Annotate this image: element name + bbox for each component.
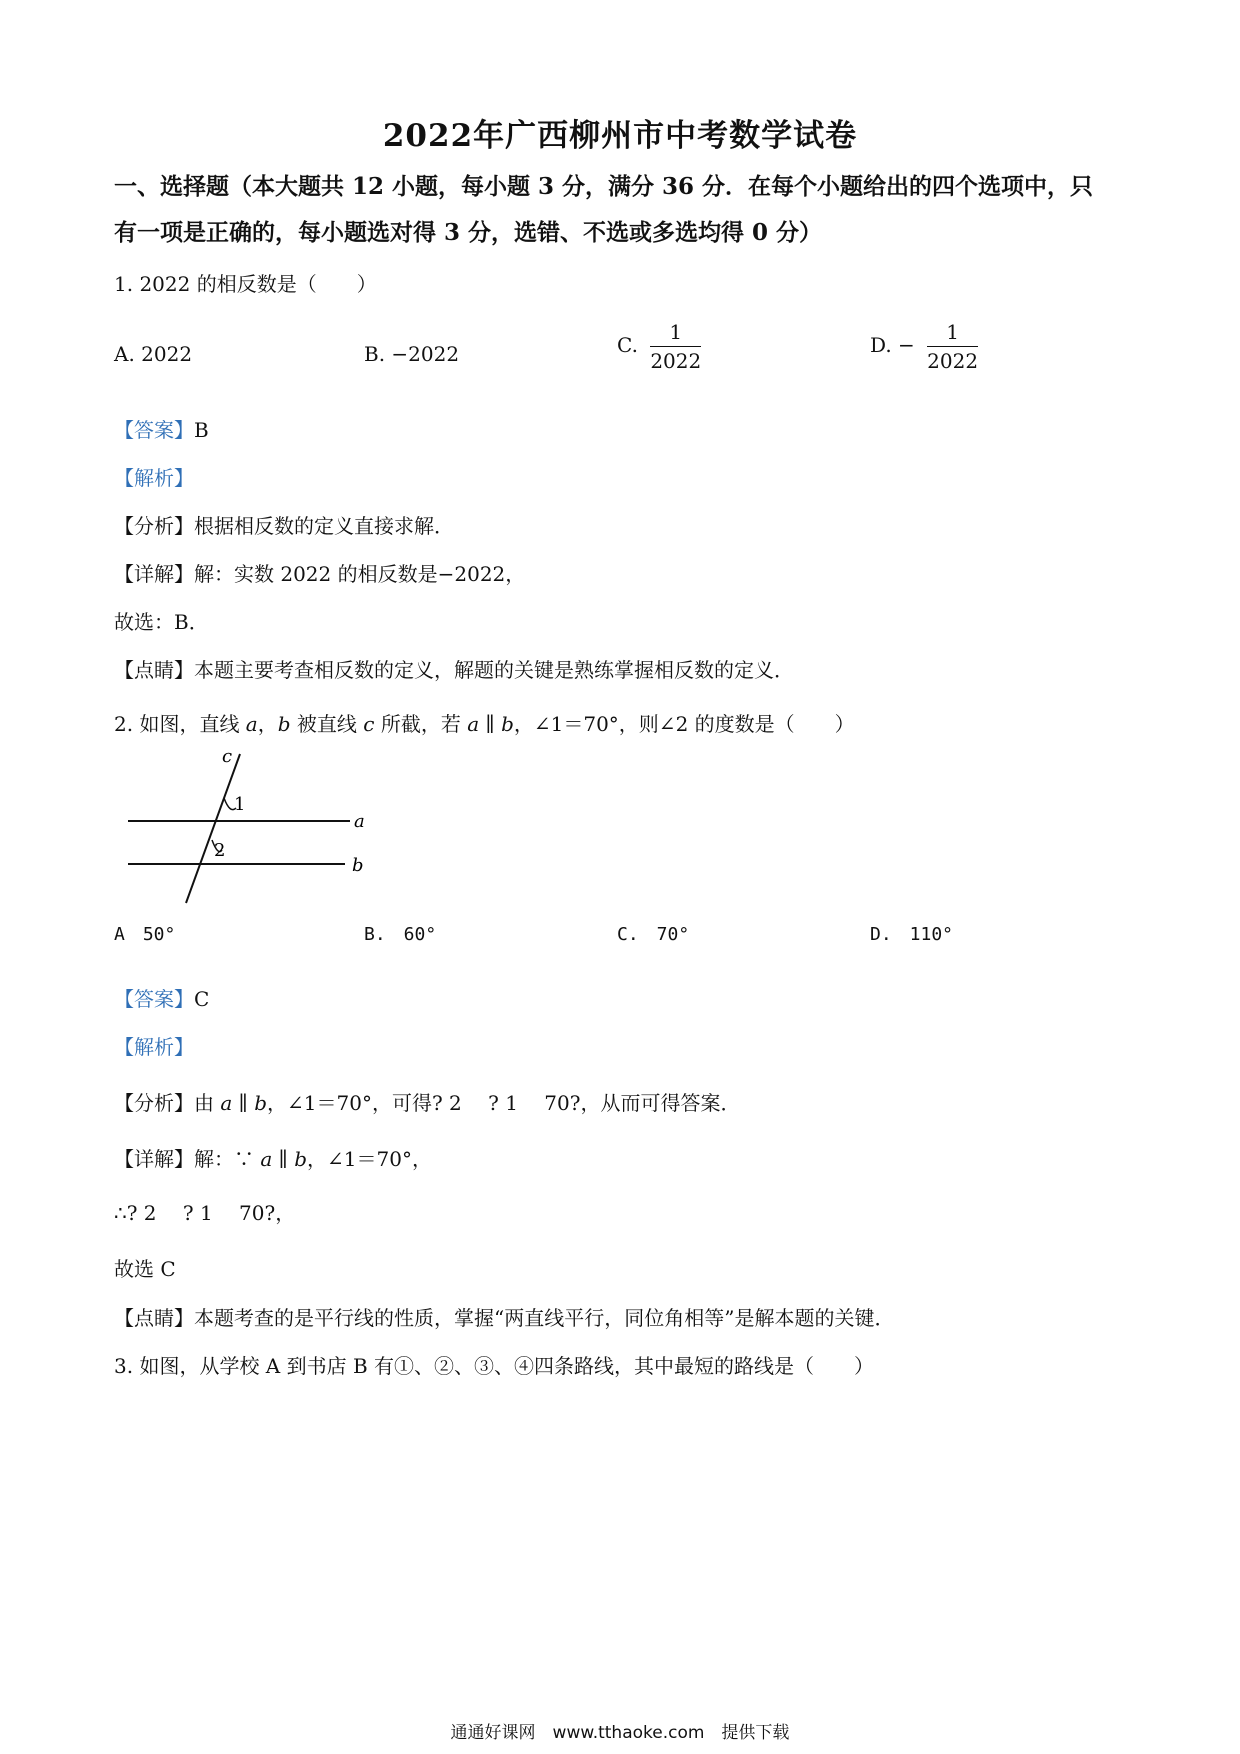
q1-option-d-label: D. − [870,333,915,357]
label-c: c [222,748,233,767]
q2-stem-b: b [277,712,291,736]
q1-stem: 1. 2022 的相反数是（ ） [114,272,377,296]
q1-option-c-label: C. [617,333,638,357]
q2-fenxi [114,1087,740,1116]
q2-fenxi-cond: a ∥ b [220,1091,268,1115]
q2-option-c: C. 70° [617,924,690,945]
q2-stem-post: ，∠1＝70°，则∠2 的度数是（ ） [513,712,855,736]
q1-option-c-fraction [650,320,701,373]
q1-option-c-numerator: 1 [650,320,701,347]
q2-stem-mid2: 所截，若 [374,712,468,736]
q1-option-c-denominator: 2022 [650,349,702,373]
q1-answer-value: B [194,418,209,442]
q2-fenxi-post: ，∠1＝70°，可得? 2 ? 1 70?，从而可得答案． [267,1091,741,1115]
section-heading-line2: 有一项是正确的，每小题选对得 3 分，选错、不选或多选均得 0 分） [114,219,823,246]
q1-comment-text: 本题主要考查相反数的定义，解题的关键是熟练掌握相反数的定义． [194,658,794,682]
q2-comment [114,1302,894,1331]
detail-tag: 【详解】 [114,1147,194,1171]
q1-choose: 故选：B． [114,610,209,634]
q1-option-d-numerator: 1 [927,320,978,347]
q2-answer [114,983,209,1012]
section-heading-line1: 一、选择题（本大题共 12 小题，每小题 3 分，满分 36 分．在每个小题给出的四个选项中，只 [114,173,1094,200]
label-2: 2 [214,840,226,861]
q1-fenxi-text: 根据相反数的定义直接求解． [194,514,454,538]
analysis-tag: 【解析】 [114,466,194,490]
q2-analysis-heading [114,1031,194,1060]
q2-stem [114,708,855,737]
q1-option-c [617,320,701,373]
comment-tag: 【点睛】 [114,1306,194,1330]
fenxi-tag: 【分析】 [114,1091,194,1115]
q1-answer [114,414,209,443]
parallel-lines-figure [120,748,380,908]
fenxi-tag: 【分析】 [114,514,194,538]
page-footer: 通通好课网 www.tthaoke.com 提供下载 [450,1723,790,1743]
line-c [186,754,240,903]
q1-detail-text: 解：实数 2022 的相反数是−2022， [194,562,526,586]
q2-stem-comma: ， [257,712,278,736]
q2-option-a: A 50° [114,924,176,945]
q1-detail [114,558,525,587]
q1-comment [114,654,794,683]
page-title: 2022年广西柳州市中考数学试卷 [382,118,858,154]
label-b: b [352,855,364,876]
answer-tag: 【答案】 [114,987,194,1011]
q1-option-d-fraction [927,320,978,373]
q1-analysis-heading [114,462,194,491]
answer-tag: 【答案】 [114,418,194,442]
comment-tag: 【点睛】 [114,658,194,682]
q1-option-b: B. −2022 [364,342,460,366]
q1-option-a: A. 2022 [114,342,193,366]
label-1: 1 [234,794,246,815]
label-a: a [354,811,365,832]
q2-stem-a: a [245,712,258,736]
q2-stem-mid: 被直线 [290,712,364,736]
detail-tag: 【详解】 [114,562,194,586]
q2-choose: 故选 C [114,1257,176,1281]
q3-stem: 3. 如图，从学校 A 到书店 B 有①、②、③、④四条路线，其中最短的路线是（ ） [114,1354,875,1378]
q2-detail [114,1143,432,1172]
q2-detail-pre: 解：∵ [194,1147,261,1171]
q1-option-d [870,320,978,373]
q2-option-b: B. 60° [364,924,437,945]
q1-fenxi [114,510,454,539]
q2-stem-c: c [363,712,375,736]
q1-option-d-denominator: 2022 [927,349,979,373]
q2-stem-pre: 2. 如图，直线 [114,712,246,736]
q2-stem-parallel: a ∥ b [467,712,514,736]
q2-detail-cond: a ∥ b [260,1147,308,1171]
q2-answer-value: C [194,987,210,1011]
q2-therefore: ∴? 2 ? 1 70?， [114,1201,296,1225]
q2-comment-text: 本题考查的是平行线的性质，掌握“两直线平行，同位角相等”是解本题的关键． [194,1306,895,1330]
q2-detail-post: ，∠1＝70°， [307,1147,432,1171]
q2-option-d: D. 110° [870,924,954,945]
analysis-tag: 【解析】 [114,1035,194,1059]
q2-fenxi-pre: 由 [194,1091,221,1115]
